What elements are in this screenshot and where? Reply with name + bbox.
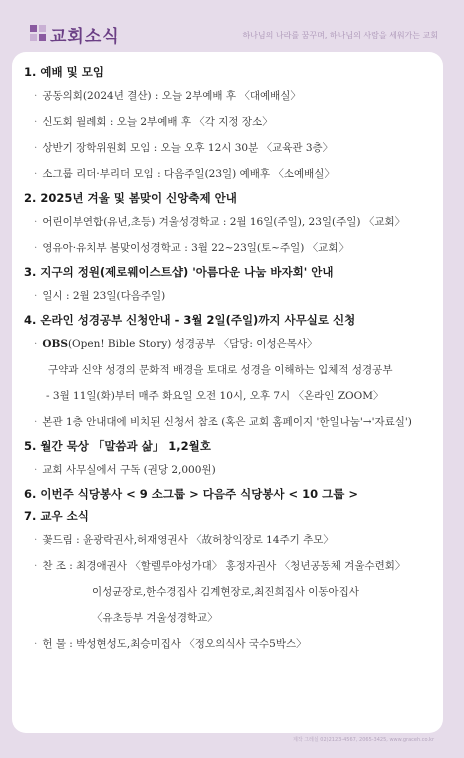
list-item: · 어린이부연합(유년,초등) 겨울성경학교 : 2월 16일(주일), 23일(주일) 〈교회〉 [34,216,406,228]
list-item: · 소그룹 리더·부리더 모임 : 다음주일(23일) 예배후 〈소예배실〉 [34,168,335,180]
section-heading: 4. 온라인 성경공부 신청안내 - 3월 2일(주일)까지 사무실로 신청 [24,313,356,327]
church-logo-icon [30,25,46,41]
list-item-continuation: 이성균장로,한수경집사 김계현장로,최진희집사 이동아집사 [92,586,359,598]
list-item: · 상반기 장학위원회 모임 : 오늘 오후 12시 30분 〈교육관 3층〉 [34,142,334,154]
list-item: · 공동의회(2024년 결산) : 오늘 2부예배 후 〈대예배실〉 [34,90,301,102]
section-heading: 5. 월간 묵상 「말씀과 삶」 1,2월호 [24,439,211,453]
list-item: · 헌 물 : 박성현성도,최승미집사 〈정오의식사 국수5박스〉 [34,638,307,650]
list-item: · 본관 1층 안내대에 비치된 신청서 참조 (혹은 교회 홈페이지 '한일나눔'→'자료실') [34,416,412,428]
list-item: · 교회 사무실에서 구독 (권당 2,000원) [34,464,216,476]
section-heading: 1. 예배 및 모임 [24,65,104,79]
section-heading: 6. 이번주 식당봉사 < 9 소그룹 > 다음주 식당봉사 < 10 그룹 > [24,487,359,501]
list-item: · 신도회 월례회 : 오늘 2부예배 후 〈각 지정 장소〉 [34,116,273,128]
section-heading: 2. 2025년 겨울 및 봄맞이 신앙축제 안내 [24,191,237,205]
list-item: · 꽃드림 : 윤광락권사,허재영권사 〈故허창익장로 14주기 추모〉 [34,534,334,546]
section-heading: 7. 교우 소식 [24,509,89,523]
section-heading: 3. 지구의 정원(제로웨이스트샵) '아름다운 나눔 바자회' 안내 [24,265,334,279]
news-list [24,61,434,657]
list-item: · OBS(Open! Bible Story) 성경공부 〈담당: 이성은목사〉 [34,338,318,350]
list-item: · 찬 조 : 최경애권사 〈할렐루야성가대〉 홍정자권사 〈청년공동체 겨울수련회〉 [34,560,406,572]
obs-label: OBS [42,338,68,350]
obs-description: 구약과 신약 성경의 문화적 배경을 토대로 성경을 이해하는 입체적 성경공부 [48,364,393,376]
list-item: · 일시 : 2월 23일(다음주일) [34,290,166,302]
page-title: 교회소식 [50,27,120,47]
list-item-continuation: 〈유초등부 겨울성경학교〉 [92,612,218,624]
tagline: 하나님의 나라를 꿈꾸며, 하나님의 사람을 세워가는 교회 [242,31,438,40]
obs-schedule: - 3월 11일(화)부터 매주 화요일 오전 10시, 오후 7시 〈온라인 ZOOM〉 [46,390,384,402]
list-item: · 영유아·유치부 봄맞이성경학교 : 3월 22~23일(토~주일) 〈교회〉 [34,242,349,254]
footer: 제작 그레실 02)2123-4567, 2065-3425, www.graceh.co.kr [292,737,434,743]
header [0,0,464,50]
